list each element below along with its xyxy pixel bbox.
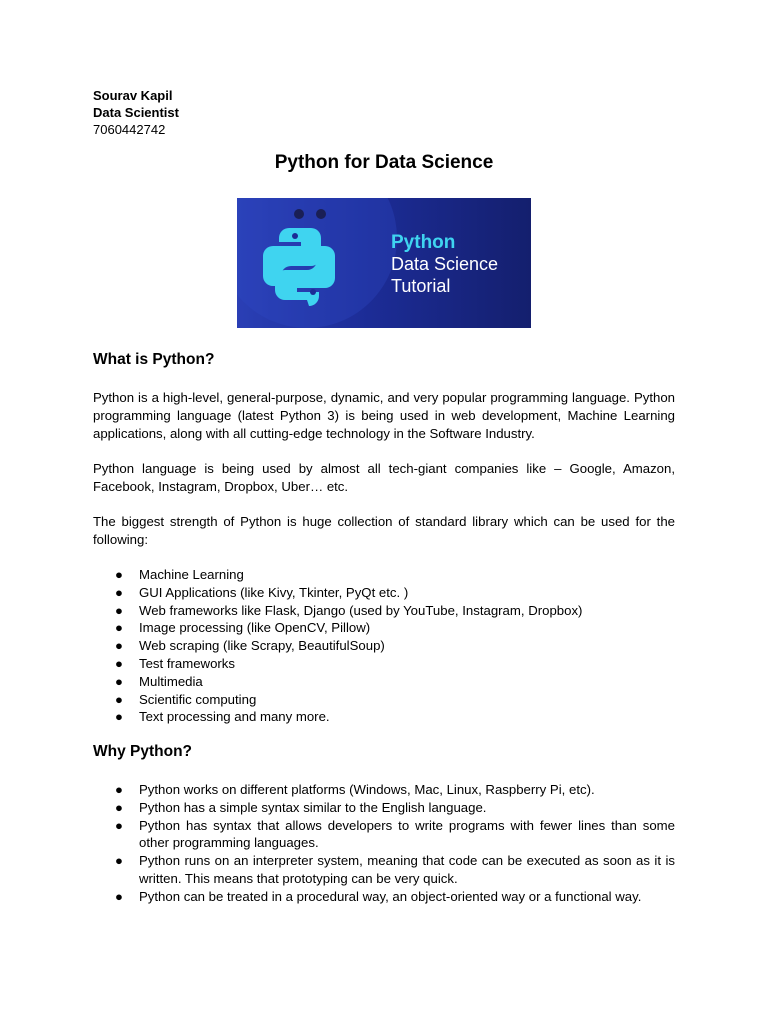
- bullet-icon: ●: [115, 691, 123, 707]
- paragraph-companies: Python language is being used by almost all tech-giant companies like – Google, Amazon, Facebook, Instagram, Dropbox, Uber… etc.: [93, 461, 675, 494]
- bullet-icon: ●: [115, 709, 123, 725]
- list-item: ● Image processing (like OpenCV, Pillow): [115, 620, 371, 636]
- bullet-icon: ●: [115, 584, 123, 600]
- list-item: ● Machine Learning: [115, 567, 244, 582]
- banner-line-2: Data Science: [391, 254, 499, 274]
- list-item: ● Python runs on an interpreter system, meaning that code can be executed as soon as it is written. This means that prototyping can be very quick.: [115, 853, 675, 886]
- bullet-icon: ●: [115, 853, 123, 869]
- list-item: ● Text processing and many more.: [115, 709, 330, 725]
- list-item: ● Web scraping (like Scrapy, BeautifulSoup): [115, 638, 385, 654]
- bullet-icon: ●: [115, 620, 123, 636]
- paragraph-intro: Python is a high-level, general-purpose, dynamic, and very popular programming language. Python programming language (latest Python 3) is being used in web development, Machine Learning applications, along with all cutting-edge technology in the Software Industry.: [93, 390, 675, 441]
- author-block: [93, 87, 179, 138]
- list-item: ● Python has a simple syntax similar to the English language.: [115, 799, 487, 815]
- list-item: ● Scientific computing: [115, 691, 257, 707]
- bullet-icon: ●: [115, 799, 123, 815]
- bullet-icon: ●: [115, 782, 123, 797]
- author-phone: 7060442742: [93, 122, 166, 137]
- bullet-icon: ●: [115, 888, 123, 904]
- bullet-icon: ●: [115, 817, 123, 833]
- uses-list: [93, 566, 675, 726]
- banner-line-3: Tutorial: [391, 276, 451, 296]
- author-role: Data Scientist: [93, 105, 179, 120]
- list-item: ● Web frameworks like Flask, Django (used by YouTube, Instagram, Dropbox): [115, 602, 583, 618]
- bullet-icon: ●: [115, 655, 123, 671]
- bullet-icon: ●: [115, 673, 123, 689]
- bullet-icon: ●: [115, 638, 123, 654]
- author-name: Sourav Kapil: [93, 88, 173, 103]
- list-item: ● Multimedia: [115, 673, 203, 689]
- list-item: ● Test frameworks: [115, 655, 235, 671]
- paragraph-library: The biggest strength of Python is huge collection of standard library which can be used for the following:: [93, 514, 675, 547]
- list-item: ● Python has syntax that allows developers to write programs with fewer lines than some other programming languages.: [115, 817, 675, 851]
- why-list: [93, 781, 675, 906]
- bullet-icon: ●: [115, 567, 123, 582]
- list-item: ● Python can be treated in a procedural way, an object-oriented way or a functional way.: [115, 888, 642, 904]
- python-banner-image: [237, 198, 531, 328]
- section-heading-why: Why Python?: [93, 743, 193, 760]
- bullet-icon: ●: [115, 602, 123, 618]
- page-title: Python for Data Science: [274, 152, 494, 173]
- list-item: ● GUI Applications (like Kivy, Tkinter, PyQt etc. ): [115, 584, 409, 600]
- banner-line-1: Python: [391, 232, 456, 253]
- section-heading-what: What is Python?: [93, 351, 215, 368]
- list-item: ● Python works on different platforms (Windows, Mac, Linux, Raspberry Pi, etc).: [115, 782, 595, 797]
